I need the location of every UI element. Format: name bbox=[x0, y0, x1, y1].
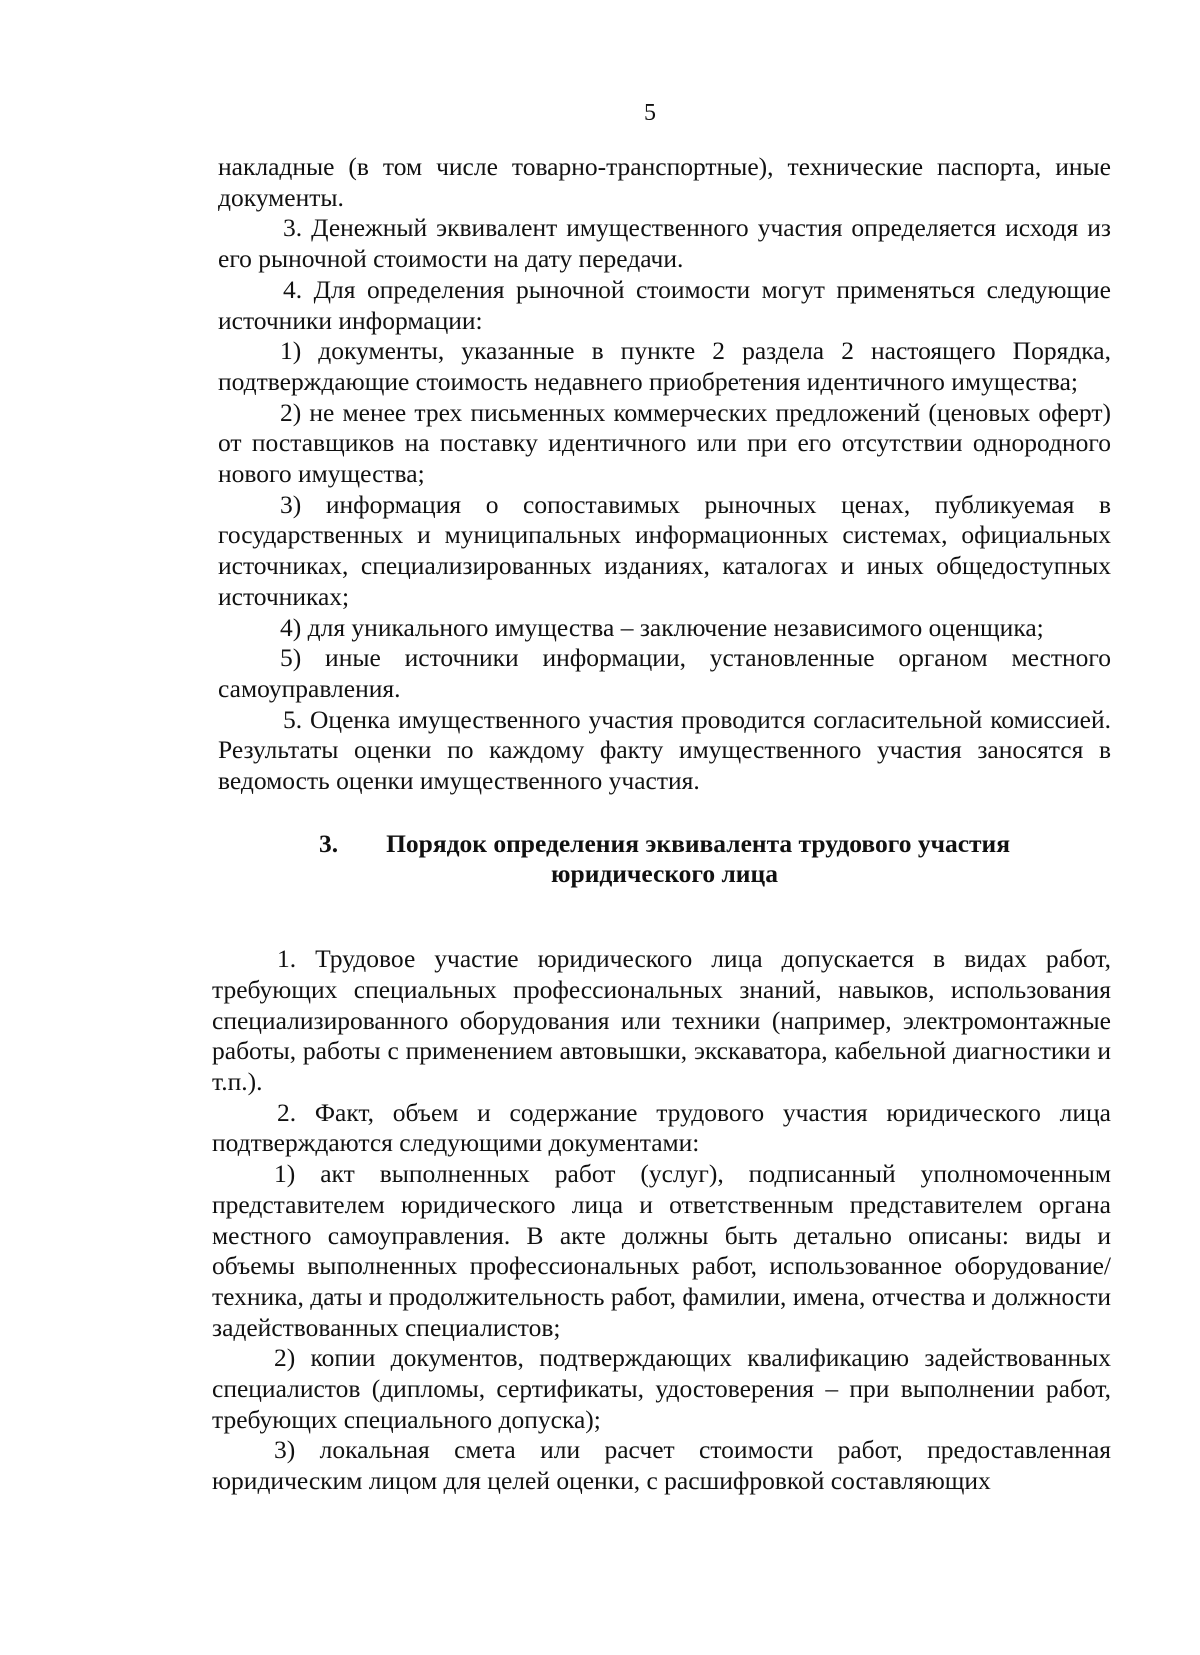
paragraph-item-4: 4. Для определения рыночной стоимости могут применяться следующие источники информации: bbox=[218, 274, 1111, 335]
paragraph-continuation: накладные (в том числе товарно-транспортные), технические паспорта, иные документы. bbox=[218, 152, 1111, 212]
section-title-line2: юридического лица bbox=[551, 859, 778, 889]
list-item: 3) информация о сопоставимых рыночных ценах, публикуемая в государственных и муниципальных информационных системах, официальных источниках, специализированных изданиях, каталогах и иных общедоступных источниках; bbox=[218, 489, 1111, 611]
document-body bbox=[212, 152, 1111, 1497]
list-item: 2) копии документов, подтверждающих квалификацию задействованных специалистов (дипломы, сертификаты, удостоверения – при выполнении работ, требующих специального допуска); bbox=[212, 1343, 1111, 1434]
list-item: 4) для уникального имущества – заключение независимого оценщика; bbox=[280, 612, 1044, 642]
list-item: 1) документы, указанные в пункте 2 раздела 2 настоящего Порядка, подтверждающие стоимость недавнего приобретения идентичного имущества; bbox=[218, 336, 1111, 396]
paragraph-item-3: 3. Денежный эквивалент имущественного участия определяется исходя из его рыночной стоимости на дату передачи. bbox=[218, 213, 1111, 274]
page-number: 5 bbox=[644, 100, 656, 126]
paragraph-item-5: 5. Оценка имущественного участия проводится согласительной комиссией. Результаты оценки по каждому факту имущественного участия заносятся в ведомость оценки имущественного участия. bbox=[218, 704, 1111, 796]
list-item: 2) не менее трех письменных коммерческих предложений (ценовых оферт) от поставщиков на поставку идентичного или при его отсутствии однородного нового имущества; bbox=[218, 397, 1111, 489]
section-number: 3. bbox=[318, 828, 339, 858]
section-3-body bbox=[212, 944, 1111, 1497]
section-heading bbox=[218, 829, 1111, 890]
list-item: 3) локальная смета или расчет стоимости работ, предоставленная юридическим лицом для целей оценки, с расшифровкой составляющих bbox=[212, 1435, 1111, 1496]
list-item: 1) акт выполненных работ (услуг), подписанный уполномоченным представителем юридического лица и ответственным представителем органа местного самоуправления. В акте должны быть детально описаны: виды и объемы выполненных профессиональных работ, использованное оборудование/техника, даты и продолжительность работ, фамилии, имена, отчества и должности задействованных специалистов; bbox=[212, 1159, 1111, 1342]
section-title-line1: Порядок определения эквивалента трудового участия bbox=[386, 828, 1011, 858]
paragraph-item-2: 2. Факт, объем и содержание трудового участия юридического лица подтверждаются следующими документами: bbox=[212, 1097, 1111, 1158]
list-item: 5) иные источники информации, установленные органом местного самоуправления. bbox=[218, 643, 1111, 703]
paragraph-item-1: 1. Трудовое участие юридического лица допускается в видах работ, требующих специальных профессиональных знаний, навыков, использования специализированного оборудования или техники (например, электромонтажные работы, работы с применением автовышки, экскаватора, кабельной диагностики и т.п.). bbox=[212, 944, 1111, 1096]
